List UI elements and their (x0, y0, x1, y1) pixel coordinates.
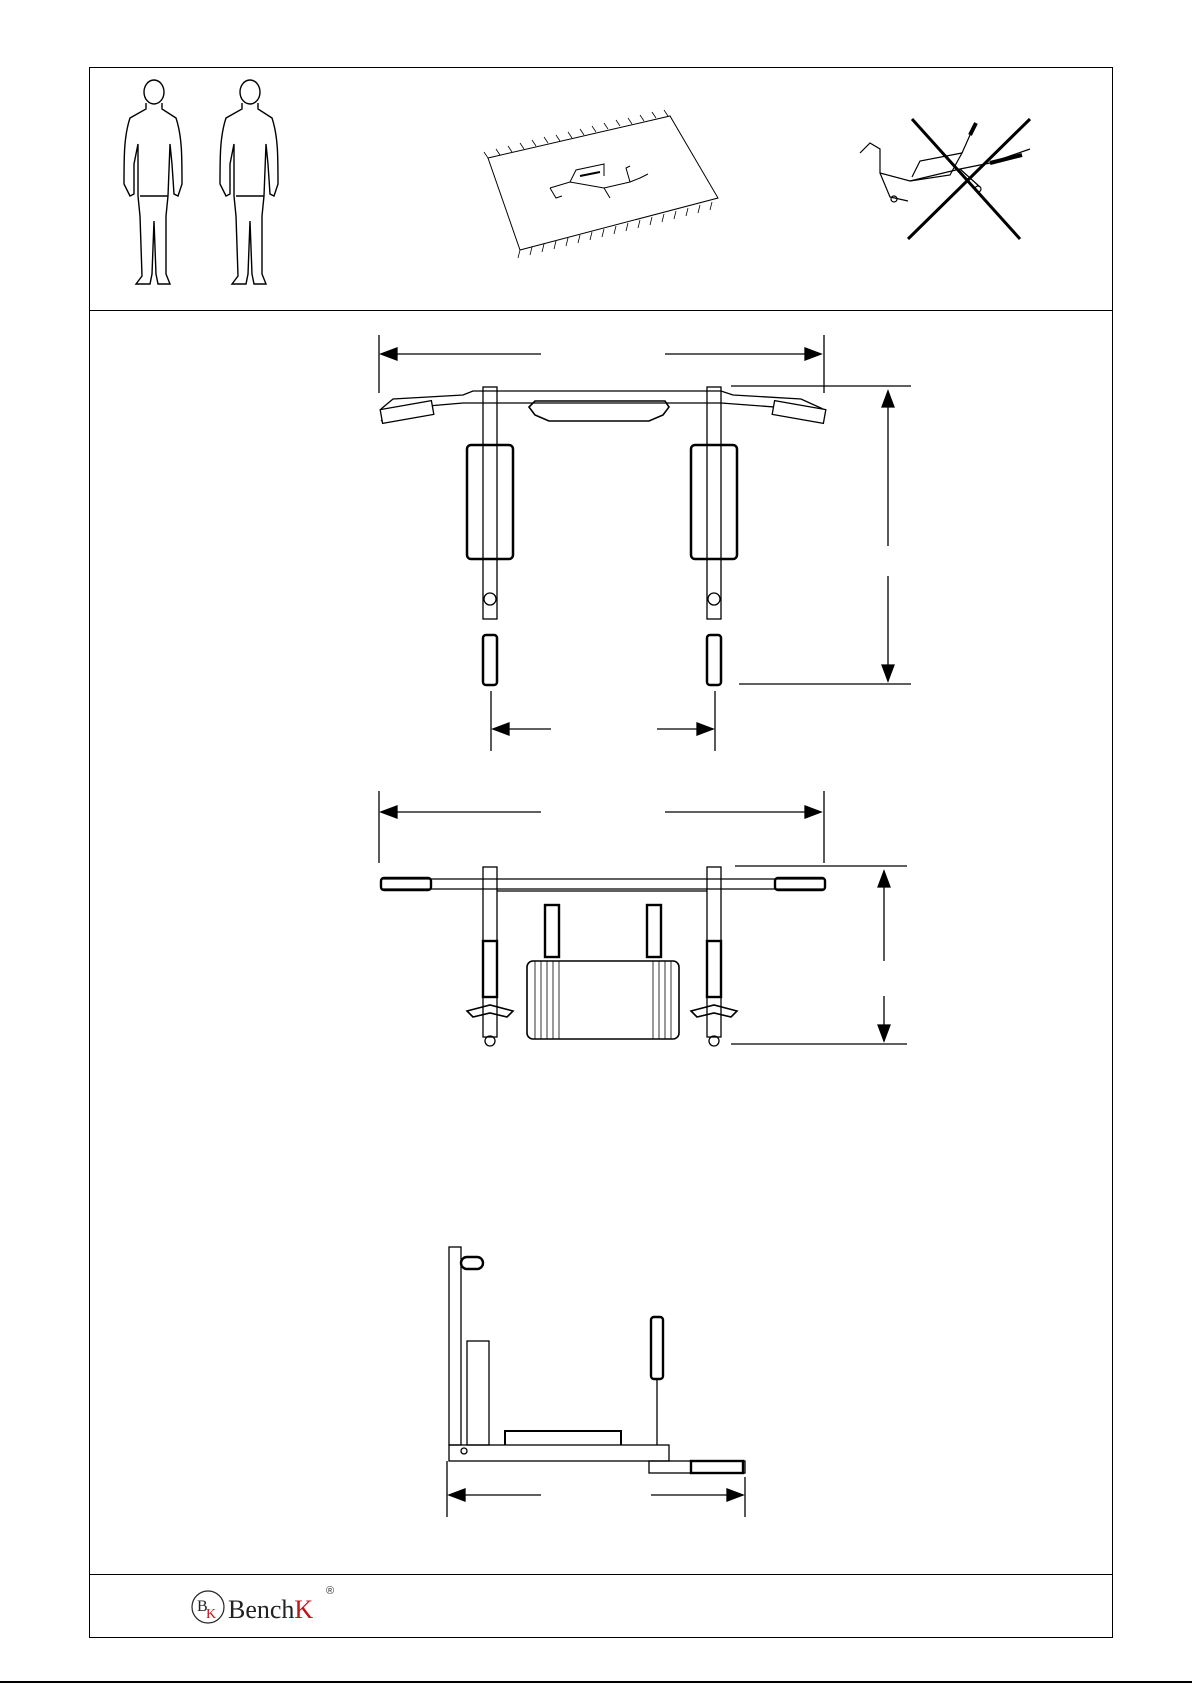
registered-mark: ® (326, 1585, 335, 1597)
footer (90, 1574, 1112, 1637)
side-view-diagram (90, 68, 1114, 1639)
brand-name: BenchK (228, 1595, 314, 1624)
page-frame (89, 67, 1113, 1638)
brand-monogram-icon (190, 1589, 226, 1625)
svg-text:K: K (206, 1607, 217, 1622)
bottom-rule (0, 1681, 1192, 1683)
svg-text:B: B (197, 1598, 208, 1615)
